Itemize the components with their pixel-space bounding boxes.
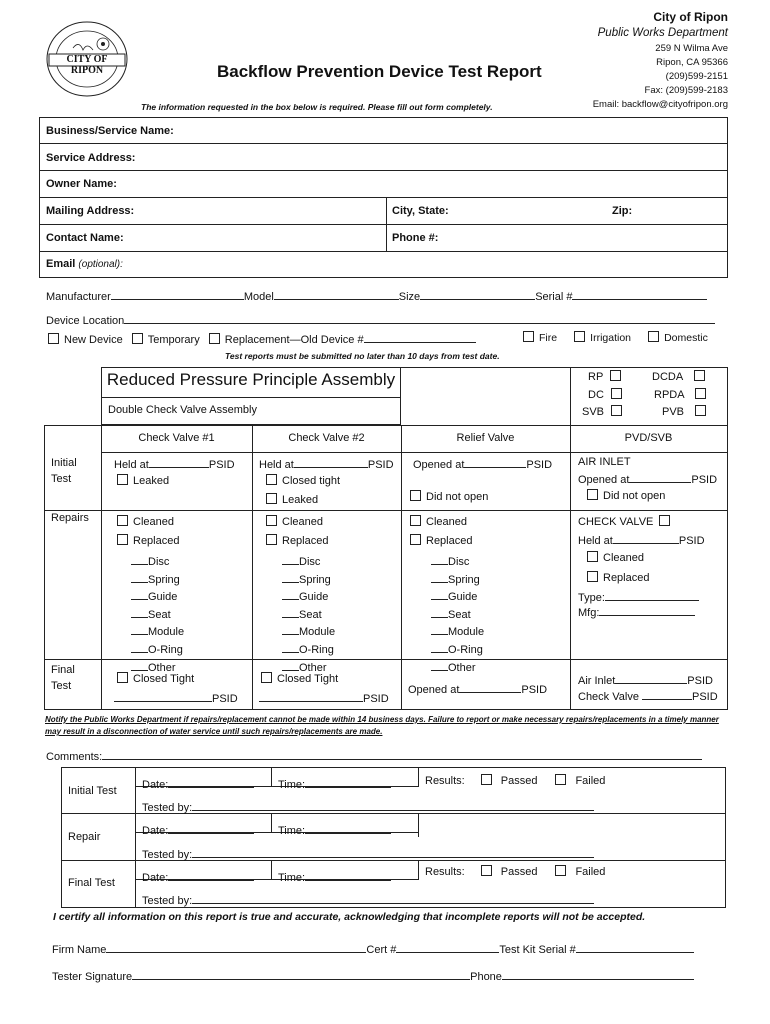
relief-final-opened-input[interactable] (459, 681, 521, 693)
mailing-address-field[interactable]: Mailing Address: (46, 205, 135, 217)
tester-phone-input[interactable] (502, 968, 694, 980)
irrigation-label: Irrigation (590, 332, 632, 344)
org-address1: 259 N Wilma Ave (655, 43, 728, 54)
type-svb[interactable]: SVB (582, 405, 627, 418)
pvd-final-check-valve-input[interactable] (642, 688, 692, 700)
initial-failed-checkbox[interactable] (555, 774, 566, 785)
schedule-repair-label: Repair (68, 831, 101, 843)
final-date-input[interactable] (168, 869, 254, 881)
cv2-final-closed-tight-checkbox[interactable] (261, 672, 272, 683)
cv1-parts[interactable]: Disc Spring Guide Seat Module O-Ring Other (131, 553, 184, 676)
model-label: Model (243, 291, 274, 303)
cv1-held-input[interactable] (149, 456, 209, 468)
pvd-check-valve-checkbox[interactable] (659, 515, 670, 526)
irrigation-checkbox[interactable] (574, 331, 585, 342)
cv2-leaked-checkbox[interactable] (266, 493, 277, 504)
repair-time-input[interactable] (305, 822, 391, 834)
comments-input[interactable] (102, 748, 702, 760)
org-address2: Ripon, CA 95366 (656, 57, 728, 68)
repair-notice: Notify the Public Works Department if repairs/replacement cannot be made within 14 business days. Failure to report or make necessary repairs/replacements in a timely manner may result in a disconnection of water service until such repairs/replacements are made. (45, 715, 719, 736)
initial-time-input[interactable] (305, 776, 391, 788)
final-tested-by-input[interactable] (192, 892, 594, 904)
cv1-cleaned-checkbox[interactable] (117, 515, 128, 526)
pvd-type-input[interactable] (605, 589, 699, 601)
type-rpda[interactable]: RPDA (654, 388, 711, 401)
row-repairs: Repairs (51, 512, 89, 524)
type-pvb[interactable]: PVB (662, 405, 711, 418)
pvd-held-input[interactable] (613, 532, 679, 544)
device-location-input[interactable] (124, 312, 715, 324)
pvd-final-air-inlet-input[interactable] (615, 672, 687, 684)
cv2-closed-tight-checkbox[interactable] (266, 474, 277, 485)
model-input[interactable] (274, 288, 399, 300)
report-title: Backflow Prevention Device Test Report (217, 62, 542, 81)
org-phone: (209)599-2151 (665, 71, 728, 82)
cv1-replaced-checkbox[interactable] (117, 534, 128, 545)
type-dc[interactable]: DC (588, 388, 627, 401)
old-device-input[interactable] (364, 331, 476, 343)
size-input[interactable] (420, 288, 535, 300)
size-label: Size (398, 291, 421, 303)
certify-statement: I certify all information on this report is true and accurate, acknowledging that incomplete reports will not be accepted. (53, 911, 646, 923)
pvd-replaced-checkbox[interactable] (587, 571, 598, 582)
manufacturer-input[interactable] (111, 288, 244, 300)
contact-name-field[interactable]: Contact Name: (46, 232, 124, 244)
initial-passed-checkbox[interactable] (481, 774, 492, 785)
serial-input[interactable] (572, 288, 707, 300)
org-block (593, 9, 728, 112)
pvd-cleaned-checkbox[interactable] (587, 551, 598, 562)
business-name-field[interactable]: Business/Service Name: (46, 125, 174, 137)
schedule-initial-label: Initial Test (68, 785, 117, 797)
row-initial-test: Initial Test (51, 457, 77, 485)
replacement-label: Replacement—Old Device # (224, 334, 364, 346)
cv2-final-psid-input[interactable] (259, 690, 363, 702)
type-rp[interactable]: RP (588, 370, 626, 383)
submit-note: Test reports must be submitted no later than 10 days from test date. (225, 351, 500, 361)
cv1-final-closed-tight-checkbox[interactable] (117, 672, 128, 683)
dept-name: Public Works Department (597, 27, 728, 39)
required-note: The information requested in the box below is required. Please fill out form completely. (141, 102, 493, 112)
seal-city-text: CITY OF RIPON (66, 54, 108, 76)
org-name: City of Ripon (653, 10, 728, 24)
owner-name-field[interactable]: Owner Name: (46, 178, 117, 190)
tester-signature-input[interactable] (132, 968, 470, 980)
relief-did-not-open-checkbox[interactable] (410, 490, 421, 501)
col-check-valve-1: Check Valve #1 (138, 432, 215, 444)
cv2-replaced-checkbox[interactable] (266, 534, 277, 545)
type-dcda[interactable]: DCDA (652, 370, 710, 383)
final-time-input[interactable] (305, 869, 391, 881)
pvd-mfg-input[interactable] (599, 604, 695, 616)
serial-label: Serial # (535, 291, 573, 303)
dc-assembly-title: Double Check Valve Assembly (108, 404, 257, 416)
phone-field[interactable]: Phone #: (392, 232, 439, 244)
zip-field[interactable]: Zip: (612, 205, 633, 217)
temporary-checkbox[interactable] (132, 333, 143, 344)
repair-date-input[interactable] (168, 822, 254, 834)
col-relief-valve: Relief Valve (456, 432, 515, 444)
initial-tested-by-input[interactable] (192, 799, 594, 811)
cv2-cleaned-checkbox[interactable] (266, 515, 277, 526)
org-email: Email: backflow@cityofripon.org (592, 99, 728, 110)
rp-assembly-title: Reduced Pressure Principle Assembly (106, 370, 396, 389)
relief-replaced-checkbox[interactable] (410, 534, 421, 545)
org-fax: Fax: (209)599-2183 (644, 85, 728, 96)
domestic-label: Domestic (664, 332, 708, 344)
cert-input[interactable] (396, 941, 499, 953)
manufacturer-label: Manufacturer (46, 291, 111, 303)
device-location-label: Device Location (46, 315, 125, 327)
fire-checkbox[interactable] (523, 331, 534, 342)
firm-name-input[interactable] (106, 941, 366, 953)
email-optional: (optional): (78, 259, 123, 270)
pvd-did-not-open-checkbox[interactable] (587, 489, 598, 500)
email-label: Email (46, 258, 76, 270)
cv2-parts[interactable]: Disc Spring Guide Seat Module O-Ring Other (282, 553, 335, 676)
final-passed-checkbox[interactable] (481, 865, 492, 876)
repair-tested-by-input[interactable] (192, 846, 594, 858)
relief-opened-input[interactable] (464, 456, 526, 468)
domestic-checkbox[interactable] (648, 331, 659, 342)
city-seal (45, 20, 129, 98)
col-pvd-svb: PVD/SVB (624, 432, 673, 444)
cv2-held-input[interactable] (294, 456, 368, 468)
test-kit-serial-input[interactable] (576, 941, 694, 953)
pvd-opened-input[interactable] (629, 471, 691, 483)
fire-label: Fire (539, 332, 558, 344)
initial-date-input[interactable] (168, 776, 254, 788)
schedule-final-label: Final Test (68, 877, 115, 889)
new-device-label: New Device (64, 334, 123, 346)
row-final-test: Final Test (51, 664, 75, 692)
relief-parts[interactable]: Disc Spring Guide Seat Module O-Ring Other (431, 553, 484, 676)
cv1-final-psid-input[interactable] (114, 690, 212, 702)
relief-cleaned-checkbox[interactable] (410, 515, 421, 526)
temporary-label: Temporary (147, 334, 200, 346)
city-state-field[interactable]: City, State: (392, 205, 449, 217)
service-address-field[interactable]: Service Address: (46, 152, 136, 164)
email-field[interactable] (46, 258, 123, 270)
cv1-leaked-checkbox[interactable] (117, 474, 128, 485)
replacement-checkbox[interactable] (209, 333, 220, 344)
new-device-checkbox[interactable] (48, 333, 59, 344)
comments-label: Comments: (46, 751, 103, 763)
final-failed-checkbox[interactable] (555, 865, 566, 876)
col-check-valve-2: Check Valve #2 (288, 432, 365, 444)
pvd-air-inlet-label: AIR INLET (578, 456, 631, 468)
